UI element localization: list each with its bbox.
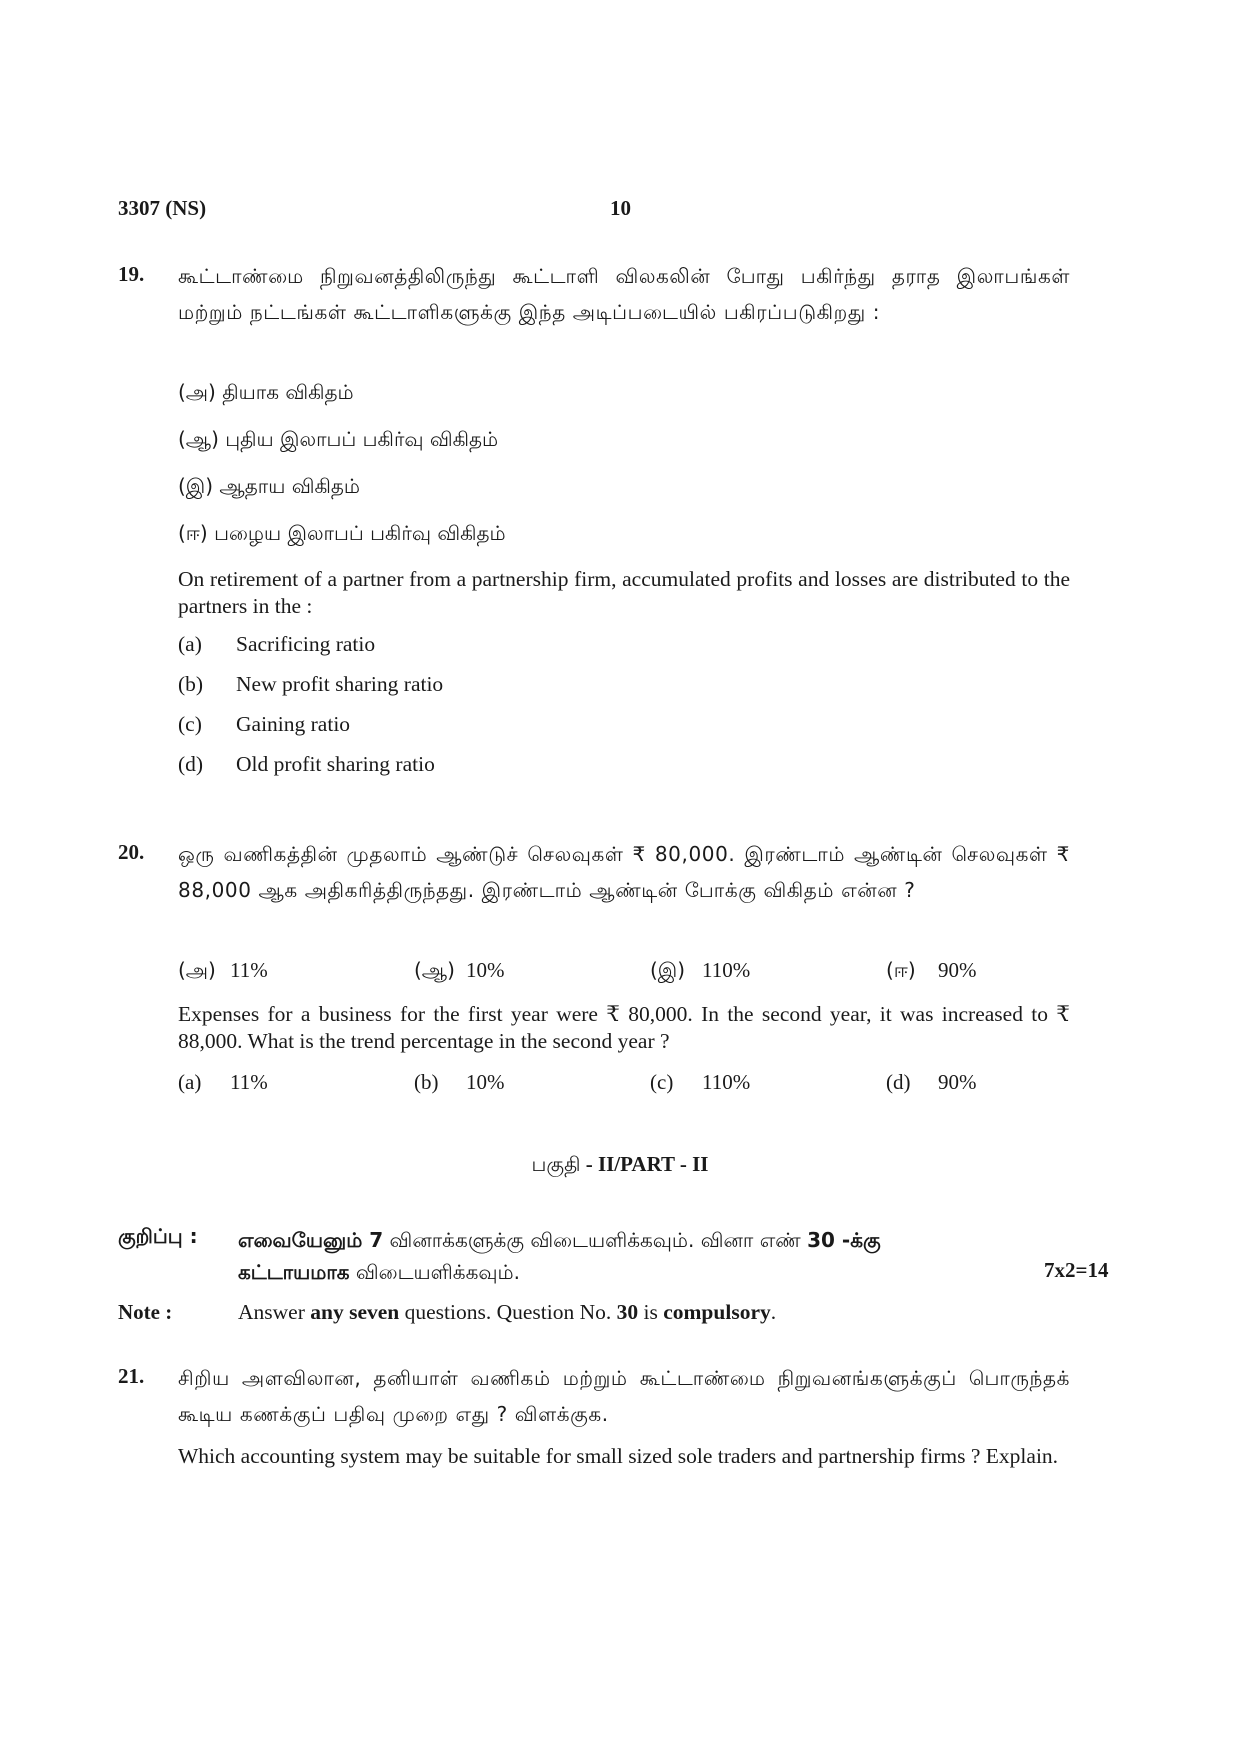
q21-english-text: Which accounting system may be suitable for small sized sole traders and partnership firms ? Explain.: [178, 1444, 1059, 1468]
option-label: (d): [178, 752, 204, 776]
note-english-bold-3: compulsory: [663, 1300, 771, 1324]
q20-english-option-b: [414, 1070, 650, 1095]
option-label: (ஆ): [178, 427, 219, 451]
note-english-bold-1: any seven: [310, 1300, 400, 1324]
option-label: (c): [178, 712, 202, 736]
note-english-text-2: questions. Question No.: [399, 1300, 617, 1324]
note-english-label: Note :: [118, 1300, 173, 1324]
option-label: (ஆ): [414, 958, 455, 982]
q19-tamil-option-c: [178, 474, 360, 501]
option-label: (b): [178, 672, 204, 696]
question-number-19: 19.: [118, 262, 145, 286]
note-tamil-text-1: வினாக்களுக்கு விடையளிக்கவும். வினா எண்: [383, 1228, 808, 1252]
option-text: Old profit sharing ratio: [236, 752, 435, 776]
option-text: New profit sharing ratio: [236, 672, 444, 696]
option-text: 90%: [938, 958, 977, 982]
question-number-20: 20.: [118, 840, 145, 864]
option-label: (அ): [178, 380, 216, 404]
option-text: 11%: [230, 958, 268, 982]
note-tamil-label: குறிப்பு :: [118, 1224, 198, 1248]
part-title-tamil: பகுதி: [531, 1152, 581, 1176]
paper-code: 3307 (NS): [118, 196, 207, 220]
option-text: புதிய இலாபப் பகிர்வு விகிதம்: [225, 427, 499, 451]
option-text: 10%: [466, 1070, 505, 1094]
option-label: (அ): [178, 958, 216, 982]
option-text: 10%: [466, 958, 505, 982]
option-text: 110%: [702, 1070, 751, 1094]
note-english-text-1: Answer: [238, 1300, 311, 1324]
q19-tamil-option-b: [178, 427, 498, 454]
note-tamil-bold-1: எவையேனும் 7: [238, 1228, 384, 1252]
option-label: (a): [178, 1070, 202, 1094]
option-label: (d): [886, 1070, 911, 1094]
question-number-21: 21.: [118, 1364, 145, 1388]
q19-english-option-d: [178, 752, 435, 777]
option-text: Sacrificing ratio: [236, 632, 376, 656]
q20-tamil-option-d: [886, 958, 1122, 985]
note-english-text: [238, 1300, 776, 1325]
q20-tamil-option-b: [414, 958, 650, 985]
q20-english-option-c: [650, 1070, 886, 1095]
page-number: 10: [610, 196, 631, 220]
q21-tamil-text: சிறிய அளவிலான, தனியாள் வணிகம் மற்றும் கூட்டாண்மை நிறுவனங்களுக்குப் பொருந்தக் கூடிய கணக்குப் பதிவு முறை எது ? விளக்குக.: [178, 1366, 1070, 1426]
marks: 7x2=14: [1044, 1258, 1109, 1282]
option-text: 110%: [702, 958, 751, 982]
q20-english-option-d: [886, 1070, 1122, 1095]
option-label: (இ): [650, 958, 686, 982]
note-tamil-text-2: விடையளிக்கவும்.: [349, 1260, 520, 1284]
q19-tamil-text: கூட்டாண்மை நிறுவனத்திலிருந்து கூட்டாளி விலகலின் போது பகிர்ந்து தராத இலாபங்கள் மற்றும் நட்டங்கள் கூட்டாளிகளுக்கு இந்த அடிப்படையில் பகிரப்படுகிறது :: [178, 264, 1070, 324]
part-title: [0, 1152, 1240, 1179]
q20-tamil-option-c: [650, 958, 886, 985]
q19-english-text: On retirement of a partner from a partnership firm, accumulated profits and losses are distributed to the partners in the :: [178, 567, 1070, 618]
q19-tamil-option-d: [178, 521, 506, 548]
option-text: தியாக விகிதம்: [222, 380, 354, 404]
note-english-text-4: .: [770, 1300, 777, 1324]
q19-english-option-a: [178, 632, 375, 657]
option-text: 11%: [230, 1070, 268, 1094]
note-tamil-bold-3: கட்டாயமாக: [238, 1260, 350, 1284]
part-title-english: - II/PART - II: [580, 1152, 709, 1176]
q19-english-option-b: [178, 672, 443, 697]
q19-tamil-option-a: [178, 380, 354, 407]
q20-tamil-options: [178, 958, 1122, 985]
option-text: 90%: [938, 1070, 977, 1094]
option-label: (c): [650, 1070, 674, 1094]
option-text: பழைய இலாபப் பகிர்வு விகிதம்: [214, 521, 506, 545]
note-english-bold-2: 30: [616, 1300, 639, 1324]
option-label: (ஈ): [886, 958, 916, 982]
q20-tamil-text: ஒரு வணிகத்தின் முதலாம் ஆண்டுச் செலவுகள் ₹ 80,000. இரண்டாம் ஆண்டின் செலவுகள் ₹ 88,000 ஆக அதிகரித்திருந்தது. இரண்டாம் ஆண்டின் போக்கு விகிதம் என்ன ?: [178, 842, 1070, 902]
option-text: Gaining ratio: [236, 712, 351, 736]
q20-english-options: [178, 1070, 1122, 1095]
q19-english-option-c: [178, 712, 350, 737]
q20-tamil-option-a: [178, 958, 414, 985]
note-tamil-text: [238, 1224, 1068, 1288]
option-label: (இ): [178, 474, 214, 498]
option-label: (a): [178, 632, 202, 656]
option-text: ஆதாய விகிதம்: [219, 474, 360, 498]
option-label: (ஈ): [178, 521, 208, 545]
q20-english-text: Expenses for a business for the first year were ₹ 80,000. In the second year, it was increased to ₹ 88,000. What is the trend percentage in the second year ?: [178, 1002, 1070, 1053]
note-english-text-3: is: [638, 1300, 664, 1324]
option-label: (b): [414, 1070, 439, 1094]
note-tamil-bold-2: 30 -க்கு: [807, 1228, 881, 1252]
q20-english-option-a: [178, 1070, 414, 1095]
